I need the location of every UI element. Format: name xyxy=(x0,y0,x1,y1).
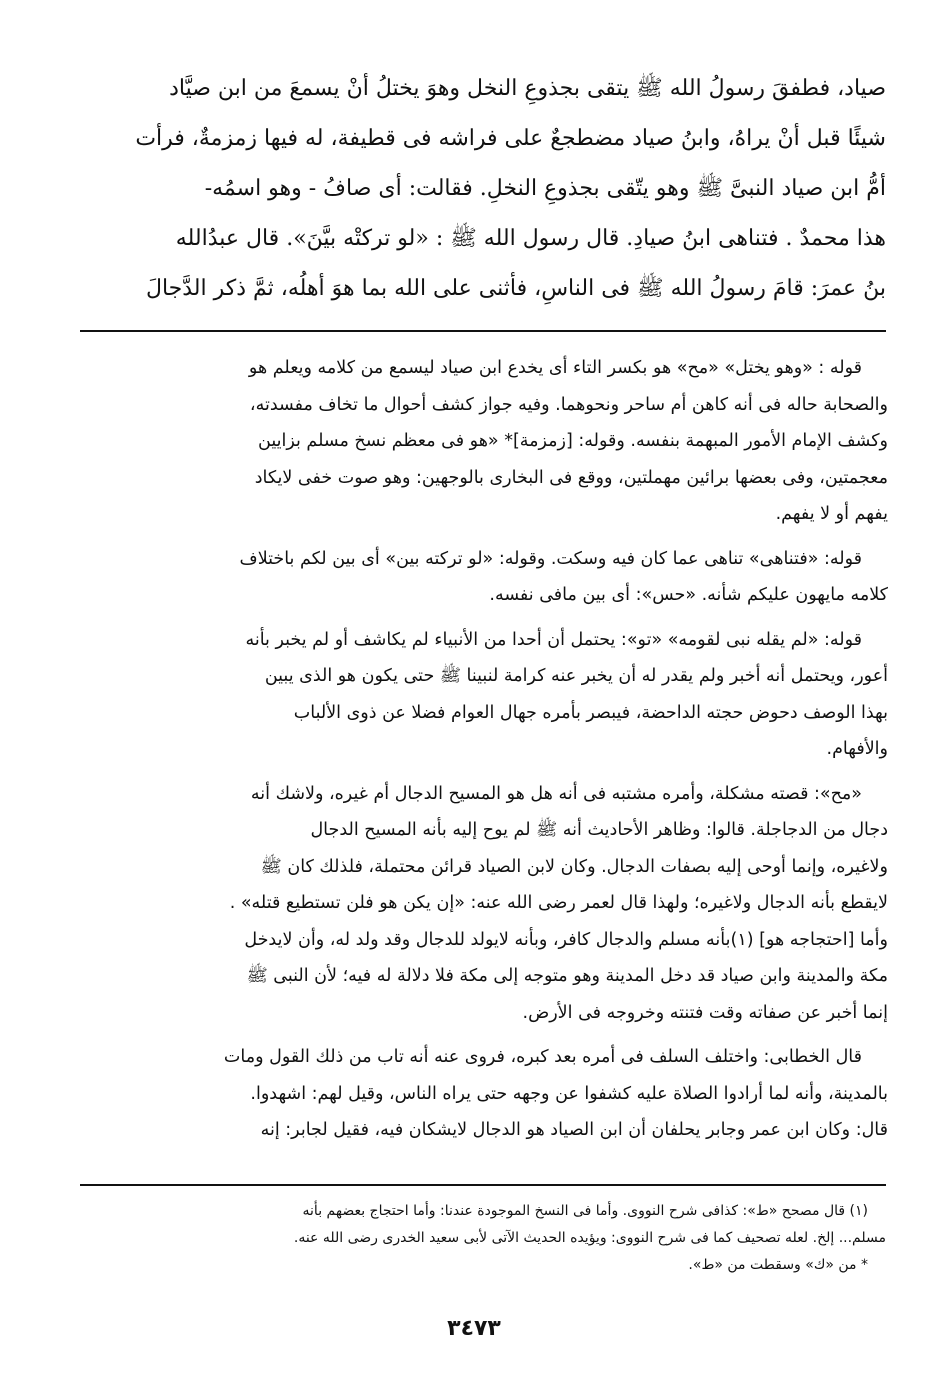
text-divider xyxy=(80,330,886,332)
hadith-line: هذا محمدٌ . فتناهى ابنُ صيادِ. قال رسول الله ﷺ : «لو تركتْه بيَّنَ». قال عبدُالله xyxy=(175,226,886,251)
footnotes xyxy=(80,1198,886,1279)
commentary-line: قوله : «وهو يختل» «مح» هو بكسر التاء أى يخدع ابن صياد ليسمع من كلامه ويعلم هو xyxy=(248,358,862,378)
commentary-line: قال: وكان ابن عمر وجابر يحلفان أن ابن الصياد هو الدجال لايشكان فيه، فقيل لجابر: إنه xyxy=(260,1120,888,1140)
commentary-line: بهذا الوصف دحوض حجته الداحضة، فيبصر بأمره جهال العوام فضلا عن ذوى الألباب xyxy=(293,702,888,723)
footnote-line: (١) قال مصحح «ط»: كذافى شرح النووى. وأما فى النسخ الموجودة عندنا: وأما احتجاج بعضهم بأنه xyxy=(302,1203,868,1219)
commentary-paragraph xyxy=(78,541,888,614)
commentary-paragraph xyxy=(78,622,888,768)
page-number: ٣٤٧٣ xyxy=(447,1316,501,1341)
commentary-line: إنما أخبر عن صفاته وقت فتنته وخروجه فى الأرض. xyxy=(522,1002,888,1023)
commentary-line: قوله: «لم يقله نبى لقومه» «تو»: يحتمل أن أحدا من الأنبياء لم يكاشف أو لم يخبر بأنه xyxy=(245,629,862,650)
footnote-line: مسلم... إلخ. لعله تصحيف كما فى شرح النووى: ويؤيده الحديث الآتى لأبى سعيد الخدرى رضى الله عنه. xyxy=(293,1230,886,1246)
commentary-line: معجمتين، وفى بعضها برائين مهملتين، ووقع فى البخارى بالوجهين: وهو صوت خفى لايكاد xyxy=(254,467,888,488)
commentary-line: يفهم أو لا يفهم. xyxy=(775,504,888,524)
commentary-line: «مح»: قصته مشكلة، وأمره مشتبه فى أنه هل هو المسيح الدجال أم غيره، ولاشك أنه xyxy=(250,783,862,804)
commentary-line: والأفهام. xyxy=(826,739,888,759)
commentary-section xyxy=(78,350,888,1149)
hadith-line: بنُ عمرَ: قامَ رسولُ الله ﷺ فى الناسِ، فأثنى على الله بما هوَ أهلُه، ثمَّ ذكر الدَّجالَ xyxy=(145,276,886,301)
commentary-line: وكشف الإمام الأمور المبهمة بنفسه. وقوله: [زمزمة]* «هو فى معظم نسخ مسلم بزايين xyxy=(258,431,888,451)
commentary-line: كلامه مايهون عليكم شأنه. «حس»: أى بين مافى نفسه. xyxy=(489,585,888,605)
hadith-line: صياد، فطفقَ رسولُ الله ﷺ يتقى بجذوعِ النخل وهوَ يختلُ أنْ يسمعَ من ابن صيَّاد xyxy=(169,76,886,101)
hadith-line: شيئًا قبل أنْ يراهُ، وابنُ صياد مضطجعٌ على فراشه فى قطيفة، له فيها زمزمةٌ، فرأت xyxy=(135,126,886,151)
commentary-paragraph xyxy=(78,1039,888,1149)
footnote-line: * من «ك» وسقطت من «ط». xyxy=(688,1257,868,1273)
footnote-divider xyxy=(80,1184,886,1186)
commentary-line: مكة والمدينة وابن صياد قد دخل المدينة وهو متوجه إلى مكة فلا دلالة له فيه؛ لأن النبى ﷺ xyxy=(246,966,888,986)
commentary-line: قوله: «فتناهى» تناهى عما كان فيه وسكت. وقوله: «لو تركته بين» أى بين لكم باختلاف xyxy=(239,548,862,569)
commentary-paragraph xyxy=(78,350,888,533)
commentary-line: دجال من الدجاجلة. قالوا: وظاهر الأحاديث أنه ﷺ لم يوح إليه بأنه المسيح الدجال xyxy=(310,820,888,840)
commentary-line: وأما [احتجاجه هو] (١)بأنه مسلم والدجال كافر، وبأنه لايولد للدجال وقد ولد له، وأن لايدخل xyxy=(244,929,888,950)
commentary-line: أعور، ويحتمل أنه أخبر ولم يقدر له أن يخبر عنه كرامة لنبينا ﷺ حتى يكون هو الذى يبين xyxy=(264,666,888,686)
commentary-line: والصحابة حاله فى أنه كاهن أم ساحر ونحوهما. وفيه جواز كشف أحوال ما تخاف مفسدته، xyxy=(249,394,888,415)
commentary-line: بالمدينة، وأنه لما أرادوا الصلاة عليه كشفوا عن وجهه حتى يراه الناس، وقيل لهم: اشهدوا. xyxy=(250,1083,888,1104)
commentary-line: ولاغيره، وإنما أوحى إليه بصفات الدجال. وكان لابن الصياد قرائن محتملة، فلذلك كان ﷺ xyxy=(260,856,888,877)
commentary-line: قال الخطابى: واختلف السلف فى أمره بعد كبره، فروى عنه أنه تاب من ذلك القول ومات xyxy=(223,1047,862,1067)
commentary-paragraph xyxy=(78,776,888,1032)
commentary-line: لايقطع بأنه الدجال ولاغيره؛ ولهذا قال لعمر رضى الله عنه: «إن يكن هو فلن تستطيع قتله» . xyxy=(229,893,888,913)
hadith-text xyxy=(80,64,886,314)
hadith-line: أمُّ ابن صياد النبىَّ ﷺ وهو يتّقى بجذوعِ النخلِ. فقالت: أى صافُ - وهو اسمُه- xyxy=(204,176,886,201)
